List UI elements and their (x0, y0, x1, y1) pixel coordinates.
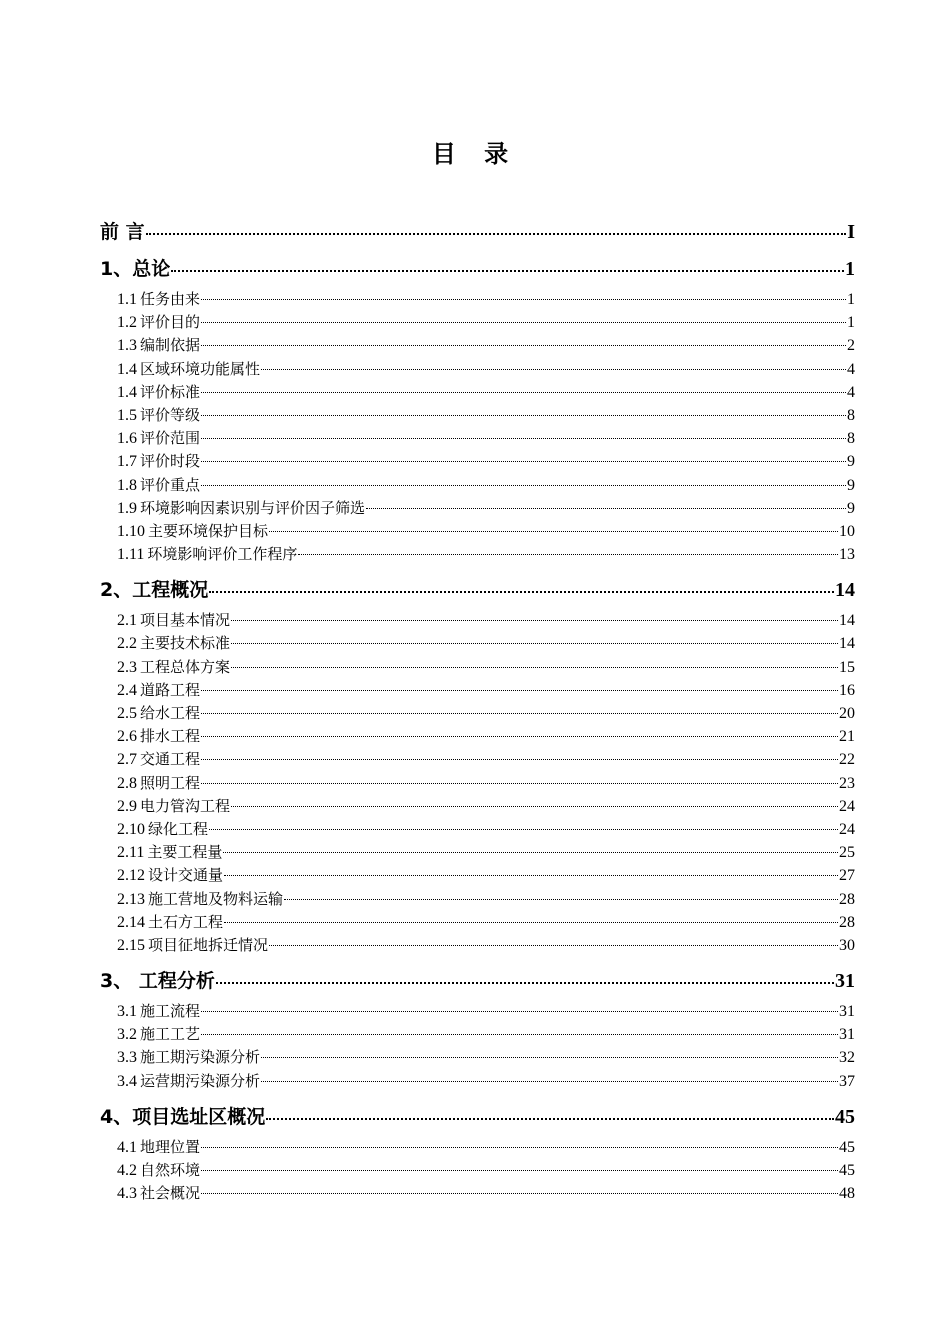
toc-entry-title (117, 520, 268, 543)
toc-leader (201, 1011, 838, 1012)
toc-heading-label: 前 言 (100, 221, 145, 243)
toc-page-number: 10 (839, 522, 855, 540)
toc-entry-title (117, 725, 200, 748)
toc-entry-title (117, 679, 200, 702)
table-of-contents (100, 208, 855, 1208)
toc-entry[interactable] (100, 404, 855, 427)
toc-entry-text: 评价时段 (140, 452, 201, 471)
toc-entry[interactable] (100, 911, 855, 934)
toc-page-number: 28 (839, 913, 855, 931)
toc-leader (366, 508, 846, 509)
toc-entry-title (117, 632, 230, 655)
toc-entry-number: 2.8 (117, 774, 137, 792)
toc-leader (298, 554, 838, 555)
toc-leader (284, 899, 838, 900)
toc-page-number: I (847, 221, 855, 243)
toc-heading-label: 2、工程概况 (100, 579, 209, 602)
toc-heading[interactable] (100, 219, 855, 245)
toc-page-number: 25 (839, 844, 855, 862)
toc-entry-text: 电力管沟工程 (140, 796, 231, 815)
toc-page-number: 24 (839, 820, 855, 838)
toc-entry[interactable] (100, 772, 855, 795)
toc-entry-title (117, 497, 365, 520)
toc-entry[interactable] (100, 520, 855, 543)
toc-page-number: 45 (835, 1105, 855, 1128)
toc-entry-title (117, 795, 230, 818)
toc-entry-number: 3.2 (117, 1026, 137, 1044)
toc-leader (201, 1147, 838, 1148)
toc-entry-number: 1.10 (117, 522, 145, 540)
toc-entry-text: 设计交通量 (148, 866, 224, 885)
toc-page-number: 30 (839, 936, 855, 954)
toc-entry-text: 施工工艺 (140, 1025, 201, 1044)
toc-leader (266, 1118, 834, 1120)
toc-leader (201, 759, 838, 760)
toc-page-number: 1 (847, 291, 855, 308)
toc-leader (201, 1193, 838, 1194)
toc-entry[interactable] (100, 679, 855, 702)
toc-entry-text: 评价目的 (140, 313, 201, 332)
toc-entry-title (117, 1159, 200, 1182)
toc-entry-number: 1.7 (117, 453, 137, 471)
toc-entry-number: 1.1 (117, 291, 137, 308)
toc-entry-text: 评价标准 (140, 382, 201, 401)
toc-page-number: 9 (847, 453, 855, 471)
toc-entry[interactable] (100, 1182, 855, 1205)
toc-entry[interactable] (100, 497, 855, 520)
toc-leader (231, 667, 838, 668)
toc-entry-title (117, 934, 268, 957)
toc-entry-number: 2.9 (117, 797, 137, 815)
toc-heading[interactable] (100, 256, 855, 282)
toc-entry-title (117, 450, 200, 473)
toc-leader (201, 299, 846, 300)
toc-entry[interactable] (100, 1023, 855, 1046)
toc-entry-number: 2.3 (117, 658, 137, 676)
toc-page-number: 23 (839, 774, 855, 792)
toc-leader (171, 270, 844, 272)
toc-entry-title (117, 864, 223, 887)
toc-entry-title (117, 772, 200, 795)
toc-entry-title (117, 888, 283, 911)
toc-page-number: 14 (839, 635, 855, 653)
toc-leader (269, 531, 838, 532)
toc-leader (231, 806, 838, 807)
toc-entry-title (117, 748, 200, 771)
toc-entry-title (117, 381, 200, 404)
toc-leader (201, 736, 838, 737)
toc-entry-number: 1.9 (117, 499, 137, 517)
toc-entry-text: 评价范围 (140, 429, 201, 448)
toc-entry-number: 1.8 (117, 476, 137, 494)
toc-page-number: 14 (835, 579, 855, 602)
toc-page-number: 22 (839, 751, 855, 769)
toc-entry[interactable] (100, 609, 855, 632)
toc-entry-text: 社会概况 (140, 1184, 201, 1203)
toc-entry-text: 任务由来 (140, 290, 201, 308)
toc-entry-text: 施工流程 (140, 1002, 201, 1021)
toc-leader (201, 392, 846, 393)
toc-entry[interactable] (100, 632, 855, 655)
toc-entry[interactable] (100, 358, 855, 381)
toc-entry[interactable] (100, 1070, 855, 1093)
toc-entry-title (117, 1070, 260, 1093)
toc-entry-text: 运营期污染源分析 (140, 1071, 261, 1090)
toc-leader (201, 690, 838, 691)
toc-page-number: 27 (839, 867, 855, 885)
toc-entry[interactable] (100, 1136, 855, 1159)
toc-leader (231, 643, 838, 644)
toc-heading-label: 1、总论 (100, 258, 171, 280)
toc-leader (224, 922, 838, 923)
toc-entry-number: 2.5 (117, 705, 137, 722)
toc-page-number: 8 (847, 406, 855, 424)
toc-page-number: 8 (847, 430, 855, 448)
toc-entry-number: 3.4 (117, 1072, 137, 1090)
toc-entry-title (117, 334, 200, 357)
toc-entry-text: 土石方工程 (148, 912, 224, 931)
toc-page-number: 9 (847, 499, 855, 517)
toc-entry-text: 绿化工程 (148, 819, 209, 838)
toc-leader (201, 1170, 838, 1171)
toc-entry-text: 主要技术标准 (140, 634, 231, 653)
toc-entry[interactable] (100, 841, 855, 864)
toc-entry-title (117, 311, 200, 334)
toc-entry-text: 项目征地拆迁情况 (148, 935, 269, 954)
toc-entry-text: 施工营地及物料运输 (148, 889, 284, 908)
toc-entry-text: 主要工程量 (147, 843, 223, 862)
toc-entry[interactable] (100, 934, 855, 957)
toc-entry-number: 1.4 (117, 383, 137, 401)
toc-entry-title (117, 427, 200, 450)
toc-page-number: 9 (847, 476, 855, 494)
toc-leader (201, 322, 846, 323)
toc-entry-text: 照明工程 (140, 773, 201, 792)
toc-leader (201, 438, 846, 439)
toc-entry-title (117, 1023, 200, 1046)
toc-heading[interactable] (100, 1104, 855, 1130)
toc-entry-text: 环境影响评价工作程序 (147, 545, 298, 564)
toc-page-number: 45 (839, 1162, 855, 1179)
toc-page-number: 24 (839, 797, 855, 815)
toc-subsection-list (100, 288, 855, 566)
toc-page-number: 1 (847, 314, 855, 332)
toc-heading-label: 3、 工程分析 (100, 970, 215, 993)
toc-entry-text: 编制依据 (140, 336, 201, 355)
toc-entry-title (117, 543, 297, 566)
toc-leader (209, 591, 834, 593)
toc-leader (201, 461, 846, 462)
toc-entry-number: 1.4 (117, 360, 137, 378)
toc-entry-number: 2.2 (117, 635, 137, 653)
toc-entry[interactable] (100, 311, 855, 334)
toc-leader (201, 1034, 838, 1035)
toc-entry-number: 2.10 (117, 820, 145, 838)
toc-entry-title (117, 818, 208, 841)
toc-leader (201, 485, 846, 486)
toc-entry[interactable] (100, 450, 855, 473)
toc-entry-number: 3.1 (117, 1003, 137, 1021)
toc-entry[interactable] (100, 748, 855, 771)
toc-entry-text: 交通工程 (140, 750, 201, 769)
toc-entry-number: 1.6 (117, 430, 137, 448)
toc-entry-text: 项目基本情况 (140, 611, 231, 630)
toc-page-number: 28 (839, 890, 855, 908)
toc-page-number: 13 (839, 546, 855, 564)
toc-entry[interactable] (100, 1159, 855, 1182)
toc-leader (261, 1081, 838, 1082)
toc-entry[interactable] (100, 818, 855, 841)
toc-entry[interactable] (100, 1046, 855, 1069)
toc-entry[interactable] (100, 725, 855, 748)
toc-entry-title (117, 911, 223, 934)
toc-entry-number: 4.3 (117, 1185, 137, 1203)
toc-entry[interactable] (100, 334, 855, 357)
toc-entry-text: 环境影响因素识别与评价因子筛选 (140, 498, 366, 517)
toc-leader (201, 345, 846, 346)
toc-leader (224, 875, 838, 876)
toc-entry-title (117, 609, 230, 632)
toc-entry[interactable] (100, 543, 855, 566)
toc-entry-number: 4.1 (117, 1138, 137, 1156)
toc-page-number: 4 (847, 360, 855, 378)
toc-entry-title (117, 1000, 200, 1023)
toc-entry-number: 1.11 (117, 546, 145, 564)
toc-leader (201, 713, 838, 714)
toc-leader (269, 945, 838, 946)
toc-entry-title (117, 1182, 200, 1205)
toc-entry-title (117, 358, 260, 381)
toc-page-number: 1 (845, 258, 855, 280)
toc-entry-number: 2.6 (117, 728, 137, 746)
toc-leader (223, 852, 838, 853)
toc-entry[interactable] (100, 1000, 855, 1023)
toc-entry-title (117, 404, 200, 427)
toc-leader (201, 783, 838, 784)
toc-page-number: 45 (839, 1138, 855, 1156)
toc-entry[interactable] (100, 474, 855, 497)
toc-entry[interactable] (100, 702, 855, 725)
toc-leader (216, 982, 834, 984)
toc-leader (231, 620, 838, 621)
toc-entry-title (117, 1046, 260, 1069)
toc-leader (201, 415, 846, 416)
toc-entry[interactable] (100, 795, 855, 818)
toc-entry-title (117, 288, 200, 311)
toc-subsection-list (100, 1000, 855, 1093)
toc-subsection-list (100, 609, 855, 957)
toc-entry-number: 3.3 (117, 1049, 137, 1067)
toc-entry-number: 2.13 (117, 890, 145, 908)
toc-heading-label: 4、项目选址区概况 (100, 1105, 266, 1128)
toc-entry-number: 2.14 (117, 913, 145, 931)
toc-entry-text: 评价重点 (140, 475, 201, 494)
toc-entry-text: 给水工程 (140, 704, 201, 722)
toc-entry-text: 地理位置 (140, 1137, 201, 1156)
toc-entry-text: 区域环境功能属性 (140, 359, 261, 378)
toc-leader (261, 1057, 838, 1058)
toc-entry-text: 自然环境 (140, 1161, 201, 1179)
toc-heading[interactable] (100, 968, 855, 994)
toc-entry-text: 排水工程 (140, 727, 201, 746)
toc-entry-number: 2.15 (117, 936, 145, 954)
toc-entry-number: 4.2 (117, 1162, 137, 1179)
toc-page-number: 32 (839, 1049, 855, 1067)
toc-entry[interactable] (100, 864, 855, 887)
toc-entry-text: 道路工程 (140, 680, 201, 699)
toc-subsection-list (100, 1136, 855, 1206)
toc-page-number: 31 (839, 1003, 855, 1021)
toc-entry-number: 1.2 (117, 314, 137, 332)
toc-entry[interactable] (100, 381, 855, 404)
toc-page-number: 16 (839, 681, 855, 699)
toc-entry[interactable] (100, 656, 855, 679)
toc-page-number: 31 (835, 970, 855, 993)
toc-entry-number: 2.4 (117, 681, 137, 699)
toc-page-number: 20 (839, 705, 855, 722)
toc-entry-title (117, 702, 200, 725)
toc-heading[interactable] (100, 577, 855, 603)
toc-entry-number: 2.7 (117, 751, 137, 769)
toc-entry-title (117, 841, 222, 864)
toc-page-number: 48 (839, 1185, 855, 1203)
toc-page-number: 14 (839, 612, 855, 630)
toc-leader (146, 233, 847, 235)
toc-entry[interactable] (100, 288, 855, 311)
toc-entry-number: 2.1 (117, 612, 137, 630)
toc-entry-text: 评价等级 (140, 405, 201, 424)
toc-page-number: 4 (847, 383, 855, 401)
toc-entry-text: 施工期污染源分析 (140, 1048, 261, 1067)
toc-page-number: 31 (839, 1026, 855, 1044)
toc-page-number: 37 (839, 1072, 855, 1090)
toc-entry-number: 1.5 (117, 406, 137, 424)
toc-entry-title (117, 1136, 200, 1159)
page-title: 目 录 (431, 140, 519, 168)
toc-entry-text: 主要环境保护目标 (148, 521, 269, 540)
toc-entry-number: 2.12 (117, 867, 145, 885)
toc-page-number: 21 (839, 728, 855, 746)
toc-entry-number: 1.3 (117, 337, 137, 355)
toc-entry-text: 工程总体方案 (140, 657, 231, 676)
toc-page-number: 15 (839, 658, 855, 676)
toc-entry-title (117, 474, 200, 497)
toc-page-number: 2 (847, 337, 855, 355)
toc-leader (209, 829, 838, 830)
toc-entry-title (117, 656, 230, 679)
toc-entry-number: 2.11 (117, 844, 145, 862)
toc-leader (261, 369, 846, 370)
toc-entry[interactable] (100, 427, 855, 450)
toc-entry[interactable] (100, 888, 855, 911)
